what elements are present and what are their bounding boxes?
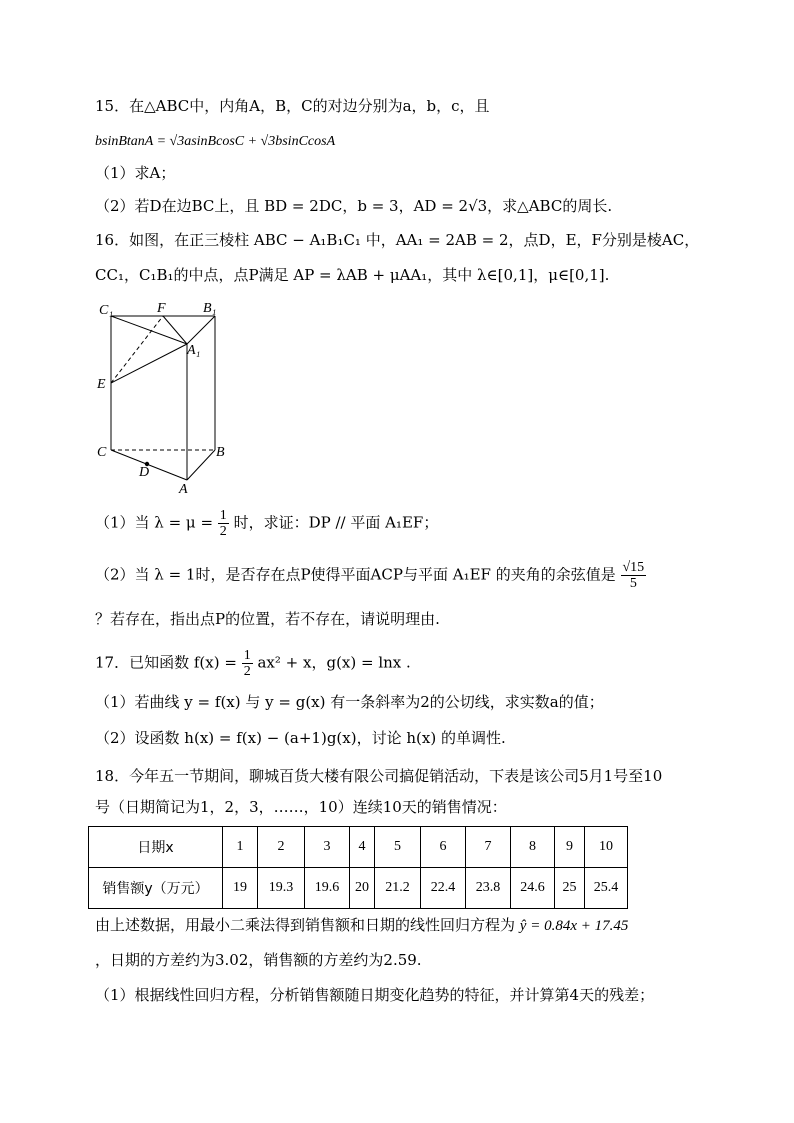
seg-ea1 — [111, 344, 187, 383]
table-cell: 22.4 — [421, 868, 466, 909]
q17-line1 — [95, 648, 411, 679]
q18-regression-eq: ŷ = 0.84x + 17.45 — [519, 918, 629, 934]
q16-part2-num: √15 — [622, 560, 645, 575]
prism-figure — [95, 298, 235, 498]
table-cell: 5 — [375, 827, 421, 868]
q15-part1: （1）求A； — [95, 164, 176, 182]
table-cell: 19.6 — [305, 868, 350, 909]
q18-part1: （1）根据线性回归方程，分析销售额随日期变化趋势的特征，并计算第4天的残差； — [95, 986, 655, 1004]
q18-after2: ，日期的方差约为3.02，销售额的方差约为2.59. — [95, 951, 422, 969]
table-cell: 25.4 — [585, 868, 628, 909]
label-c: C — [97, 445, 107, 460]
edge-b1a1 — [187, 316, 215, 344]
q17-den: 2 — [243, 664, 251, 679]
label-d: D — [139, 465, 150, 480]
label-c1: C₁ — [99, 303, 114, 318]
table-cell: 3 — [305, 827, 350, 868]
q18-line2: 号（日期简记为1，2，3，……，10）连续10天的销售情况： — [95, 798, 507, 816]
q15-line1: 15．在△ABC中，内角A，B，C的对边分别为a，b，c，且 — [95, 97, 490, 115]
table-cell: 4 — [350, 827, 375, 868]
q17-num: 1 — [243, 648, 251, 663]
q16-part2-pre: （2）当 λ = 1时，是否存在点P使得平面ACP与平面 A₁EF 的夹角的余弦值是 — [95, 565, 616, 584]
table-cell: 1 — [223, 827, 258, 868]
label-b1: B₁ — [203, 301, 217, 316]
q16-line2: CC₁，C₁B₁的中点，点P满足 AP = λAB + μAA₁，其中 λ∈[0,1]，μ∈[0,1]. — [95, 266, 610, 284]
q18-after1 — [95, 915, 628, 936]
label-f: F — [157, 301, 166, 316]
table-row-sales — [89, 868, 628, 909]
q17-line1-pre: 17．已知函数 f(x) = — [95, 653, 237, 672]
q16-part2 — [95, 560, 646, 591]
q18-line1: 18．今年五一节期间，聊城百货大楼有限公司搞促销活动，下表是该公司5月1号至10 — [95, 767, 663, 785]
q16-part2-cont: ？若存在，指出点P的位置，若不存在，请说明理由. — [95, 610, 440, 628]
q18-after1-pre: 由上述数据，用最小二乘法得到销售额和日期的线性回归方程为 — [95, 916, 516, 934]
table-cell: 6 — [421, 827, 466, 868]
table-cell: 8 — [511, 827, 555, 868]
table-header-sales: 销售额y（万元） — [89, 868, 223, 909]
table-cell: 19 — [223, 868, 258, 909]
q15-part2: （2）若D在边BC上，且 BD = 2DC，b = 3，AD = 2√3，求△ABC的周长. — [95, 197, 613, 215]
q17-fraction — [242, 648, 253, 679]
label-b: B — [216, 445, 225, 460]
label-e: E — [97, 377, 106, 392]
q16-part1-fraction — [218, 508, 229, 539]
q17-part2: （2）设函数 h(x) = f(x) − (a+1)g(x)，讨论 h(x) 的单调性. — [95, 729, 506, 747]
q15-equation: bsinBtanA = √3asinBcosC + √3bsinCcosA — [95, 134, 336, 149]
q16-part2-den: 5 — [629, 576, 637, 591]
table-cell: 23.8 — [466, 868, 511, 909]
sales-table — [88, 826, 628, 909]
table-cell: 24.6 — [511, 868, 555, 909]
q16-part1 — [95, 508, 438, 539]
q16-part2-fraction — [621, 560, 647, 591]
q16-part1-den: 2 — [219, 524, 227, 539]
q16-part1-pre: （1）当 λ = μ = — [95, 513, 214, 532]
q16-line1: 16．如图，在正三棱柱 ABC − A₁B₁C₁ 中，AA₁ = 2AB = 2，点D，E，F分别是棱AC， — [95, 231, 700, 249]
table-cell: 10 — [585, 827, 628, 868]
table-row-days — [89, 827, 628, 868]
q16-part1-num: 1 — [219, 508, 227, 523]
table-cell: 25 — [555, 868, 585, 909]
q17-line1-post: ax² + x，g(x) = lnx . — [257, 653, 411, 672]
table-cell: 21.2 — [375, 868, 421, 909]
q17-part1: （1）若曲线 y = f(x) 与 y = g(x) 有一条斜率为2的公切线，求实数a的值； — [95, 693, 604, 711]
table-header-date: 日期x — [89, 827, 223, 868]
table-cell: 20 — [350, 868, 375, 909]
table-cell: 7 — [466, 827, 511, 868]
label-a: A — [179, 482, 188, 497]
label-a1: A₁ — [187, 343, 201, 358]
table-cell: 19.3 — [258, 868, 305, 909]
table-cell: 9 — [555, 827, 585, 868]
q16-part1-post: 时，求证：DP // 平面 A₁EF； — [233, 513, 439, 532]
edge-ba — [187, 450, 215, 480]
table-cell: 2 — [258, 827, 305, 868]
